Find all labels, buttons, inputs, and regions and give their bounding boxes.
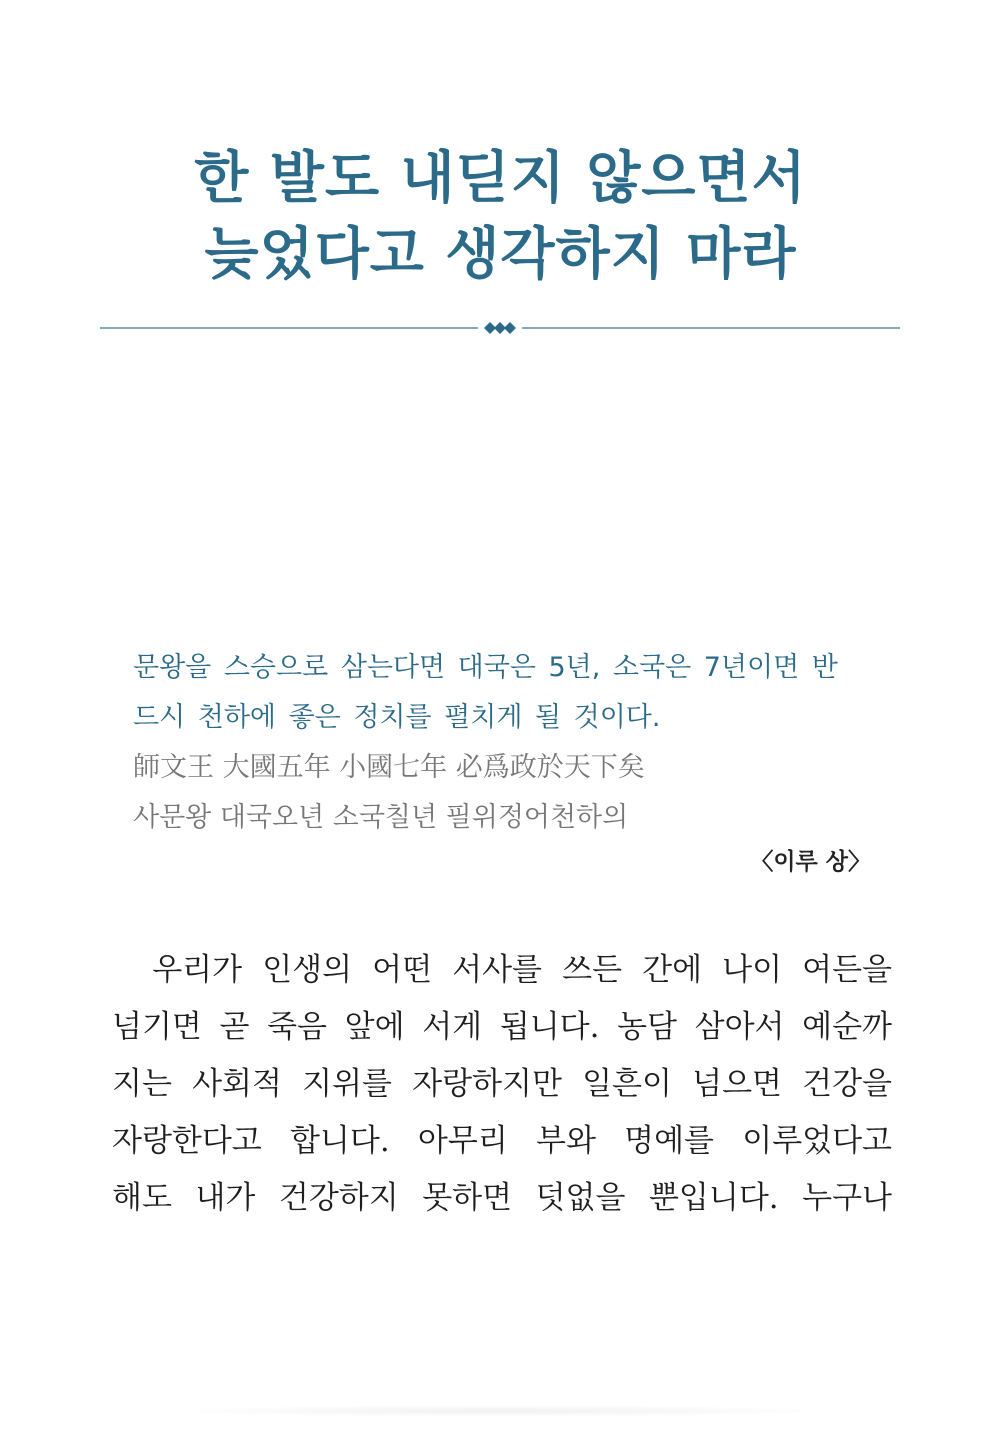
body-paragraph: [112, 942, 892, 1227]
quote-hanja: 師文王 大國五年 小國七年 必爲政於天下矣: [133, 752, 645, 783]
title-line-2: 늦었다고 생각하지 마라: [204, 221, 797, 287]
page-edge-shadow: [160, 1405, 840, 1417]
classical-quote: [133, 643, 893, 843]
body-line: 우리가 인생의 어떤 서사를 쓰든 간에 나이 여든을: [112, 952, 892, 988]
body-line: 지는 사회적 지위를 자랑하지만 일흔이 넘으면 건강을: [112, 1066, 892, 1102]
page-title: [0, 140, 1001, 292]
title-divider: [100, 318, 900, 338]
body-line: 해도 내가 건강하지 못하면 덧없을 뿐입니다. 누구나: [112, 1180, 892, 1216]
quote-translation-line-1: 문왕을 스승으로 삼는다면 대국은 5년, 소국은 7년이면 반: [133, 652, 838, 683]
quote-translation-line-2: 드시 천하에 좋은 정치를 펼치게 될 것이다.: [133, 702, 661, 733]
diamond-ornament-icon: [484, 322, 516, 334]
body-line: 넘기면 곧 죽음 앞에 서게 됩니다. 농담 삼아서 예순까: [112, 1009, 892, 1045]
quote-reading: 사문왕 대국오년 소국칠년 필위정어천하의: [133, 802, 629, 833]
title-line-1: 한 발도 내딛지 않으면서: [194, 145, 807, 211]
quote-source: 〈이루 상〉: [750, 849, 871, 875]
body-line: 자랑한다고 합니다. 아무리 부와 명예를 이루었다고: [112, 1123, 892, 1159]
